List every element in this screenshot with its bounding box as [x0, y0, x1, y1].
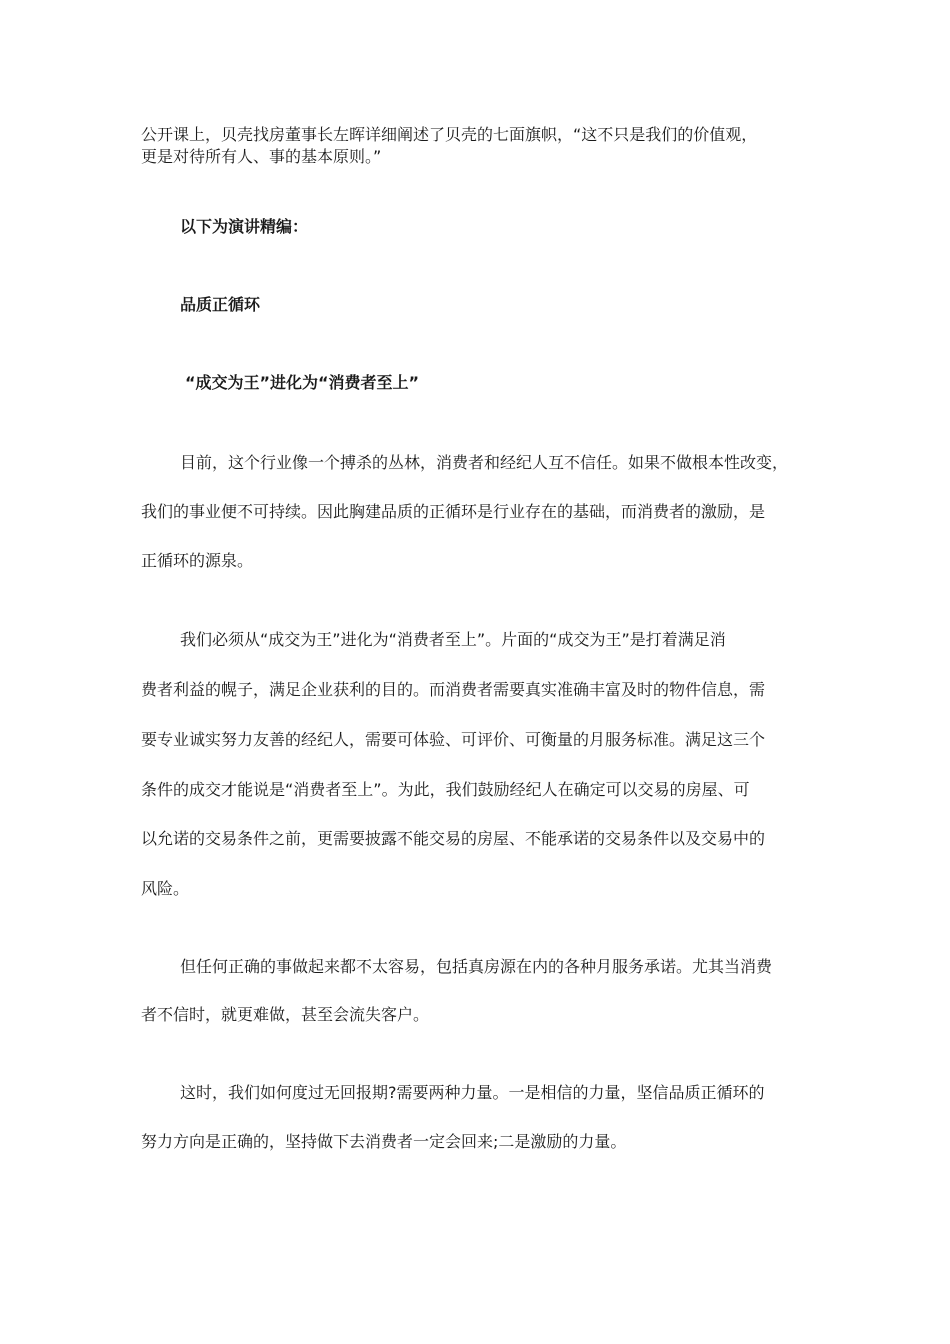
paragraph-line: 这时，我们如何度过无回报期?需要两种力量。一是相信的力量，坚信品质正循环的 — [180, 1083, 765, 1102]
section-heading: 品质正循环 — [180, 295, 261, 314]
excerpt-heading: 以下为演讲精编： — [180, 217, 309, 236]
intro-line: 更是对待所有人、事的基本原则。” — [141, 147, 382, 166]
paragraph-line: 条件的成交才能说是“消费者至上”。为此，我们鼓励经纪人在确定可以交易的房屋、可 — [141, 780, 750, 799]
paragraph-line: 努力方向是正确的，坚持做下去消费者一定会回来;二是激励的力量。 — [141, 1132, 627, 1151]
paragraph-line: 以允诺的交易条件之前，更需要披露不能交易的房屋、不能承诺的交易条件以及交易中的 — [141, 829, 766, 848]
intro-paragraph — [141, 124, 831, 168]
subsection-heading: “成交为王”进化为“消费者至上” — [185, 373, 420, 392]
paragraph-line: 要专业诚实努力友善的经纪人，需要可体验、可评价、可衡量的月服务标准。满足这三个 — [141, 730, 766, 749]
intro-line: 公开课上，贝壳找房董事长左晖详细阐述了贝壳的七面旗帜，“这不只是我们的价值观， — [141, 125, 758, 144]
paragraph-line: 我们的事业便不可持续。因此胸建品质的正循环是行业存在的基础，而消费者的激励，是 — [141, 502, 766, 521]
paragraph-line: 费者利益的幌子，满足企业获利的目的。而消费者需要真实准确丰富及时的物件信息，需 — [141, 680, 766, 699]
paragraph-line: 但任何正确的事做起来都不太容易，包括真房源在内的各种月服务承诺。尤其当消费 — [180, 957, 773, 976]
paragraph-line: 我们必须从“成交为王”进化为“消费者至上”。片面的“成交为王”是打着满足消 — [180, 630, 726, 649]
paragraph-line: 目前，这个行业像一个搏杀的丛林，消费者和经纪人互不信任。如果不做根本性改变， — [180, 453, 789, 472]
paragraph-line: 者不信时，就更难做，甚至会流失客户。 — [141, 1005, 430, 1024]
paragraph-line: 风险。 — [141, 879, 190, 898]
paragraph-line: 正循环的源泉。 — [141, 551, 254, 570]
